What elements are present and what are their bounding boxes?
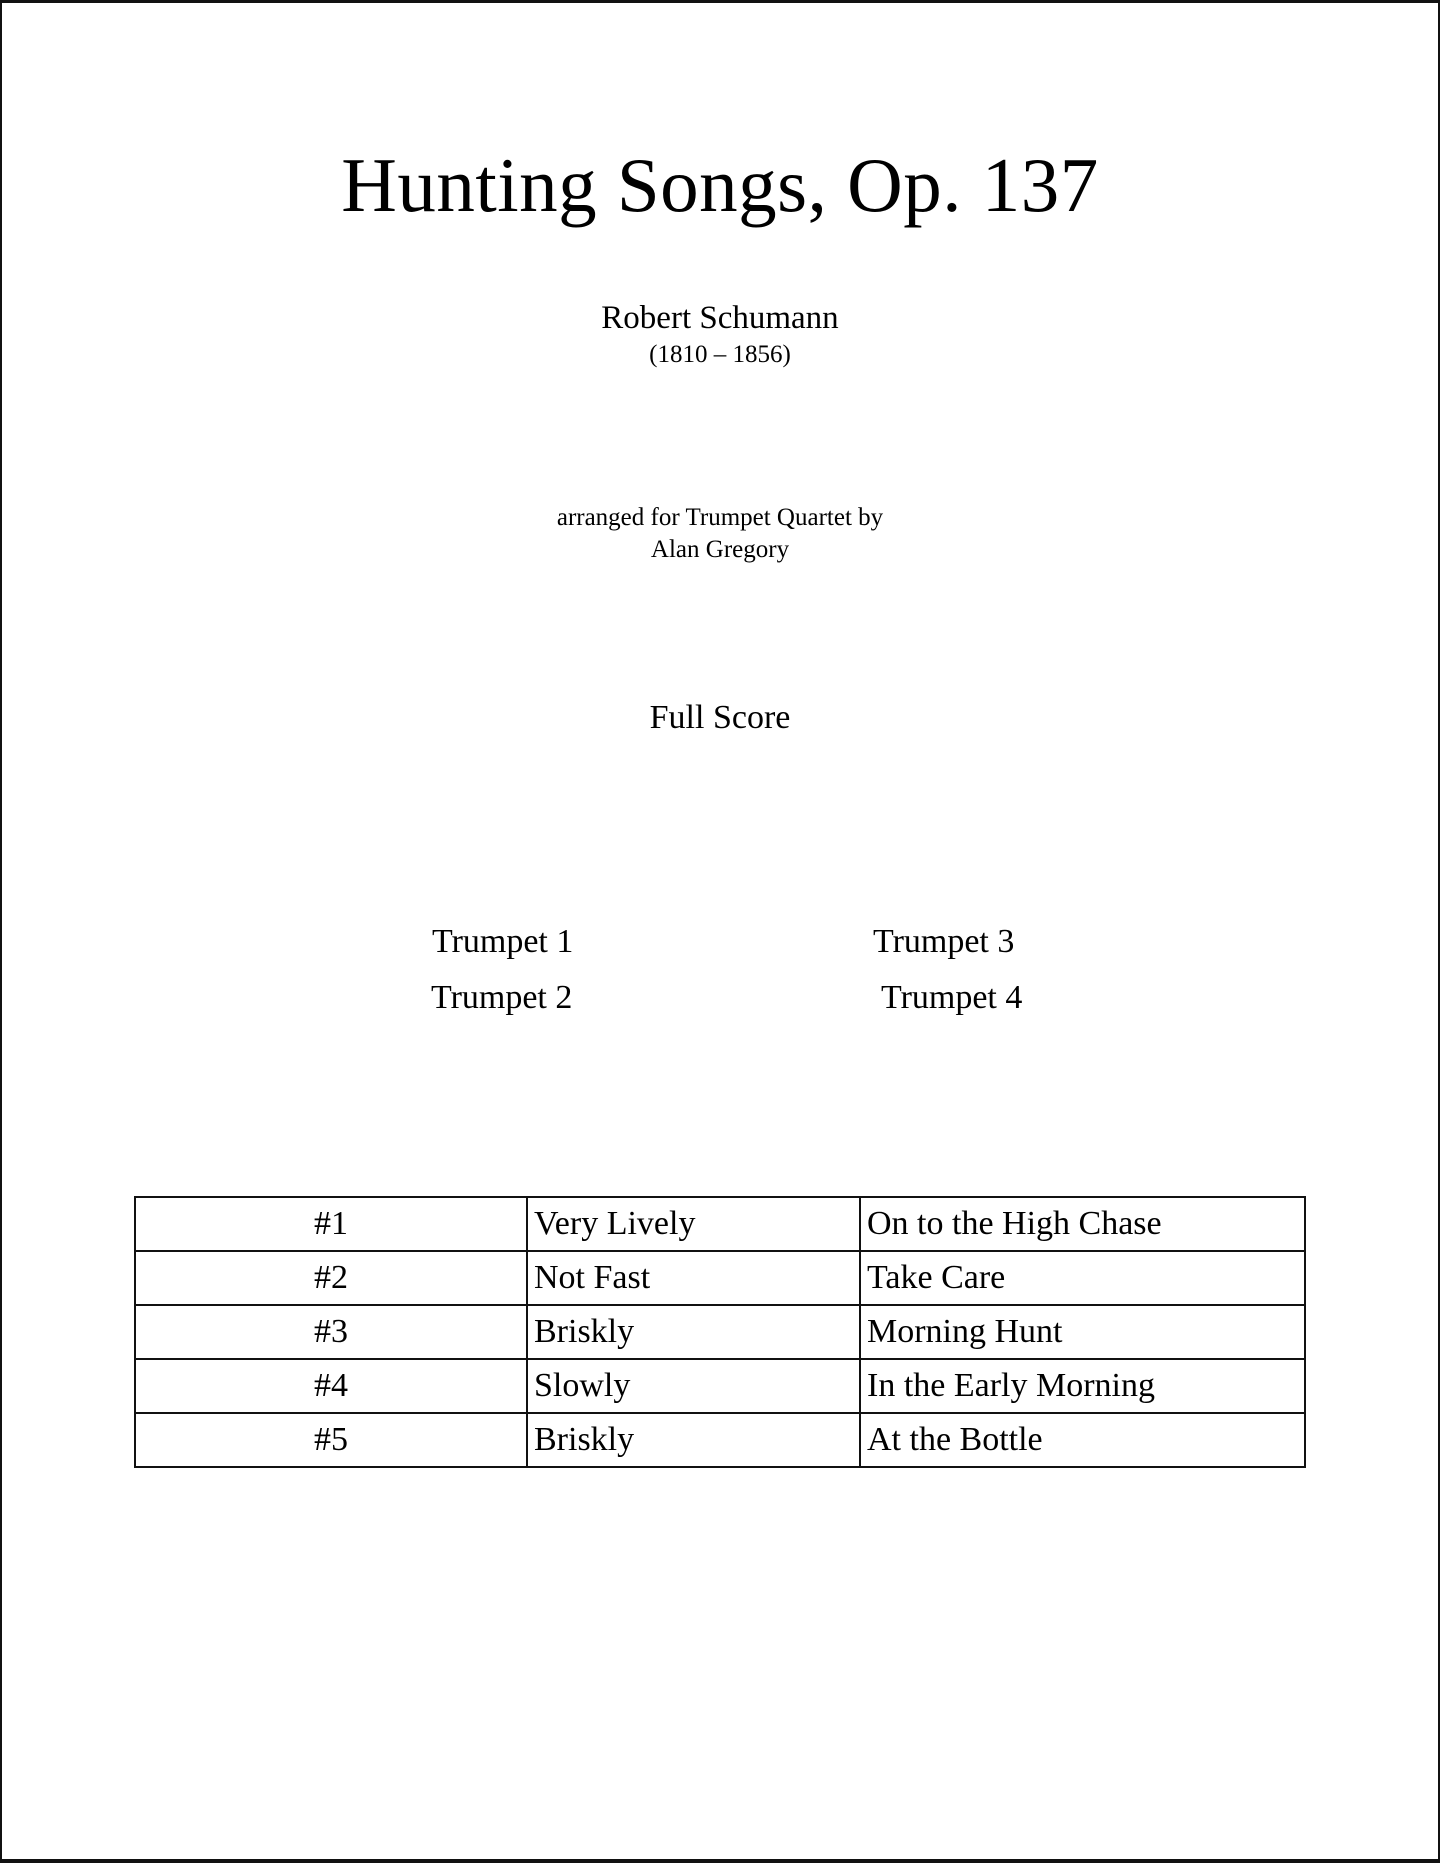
page-title: Hunting Songs, Op. 137 [341,142,1099,228]
table-row [135,1359,1305,1413]
movement-title: In the Early Morning [860,1359,1305,1413]
movement-title: Morning Hunt [860,1305,1305,1359]
movement-number: #4 [135,1359,527,1413]
table-row [135,1197,1305,1251]
movement-title: Take Care [860,1251,1305,1305]
movement-number: #2 [135,1251,527,1305]
movement-title: On to the High Chase [860,1197,1305,1251]
movements-table [134,1196,1306,1468]
arrangement-credit: arranged for Trumpet Quartet by [556,504,884,531]
movement-tempo: Not Fast [527,1251,860,1305]
table-row [135,1305,1305,1359]
table-row [135,1251,1305,1305]
movement-number: #5 [135,1413,527,1467]
composer-dates: (1810 – 1856) [649,341,791,368]
composer-name: Robert Schumann [601,300,839,336]
instrument-trumpet-4: Trumpet 4 [881,979,1023,1016]
movement-title: At the Bottle [860,1413,1305,1467]
instrument-trumpet-1: Trumpet 1 [432,923,574,960]
movement-tempo: Briskly [527,1305,860,1359]
score-type: Full Score [649,699,791,736]
instrument-trumpet-2: Trumpet 2 [431,979,573,1016]
movement-number: #1 [135,1197,527,1251]
table-row [135,1413,1305,1467]
movement-tempo: Very Lively [527,1197,860,1251]
movement-number: #3 [135,1305,527,1359]
movement-tempo: Slowly [527,1359,860,1413]
arranger-name: Alan Gregory [650,536,790,563]
instrument-trumpet-3: Trumpet 3 [873,923,1015,960]
movement-tempo: Briskly [527,1413,860,1467]
